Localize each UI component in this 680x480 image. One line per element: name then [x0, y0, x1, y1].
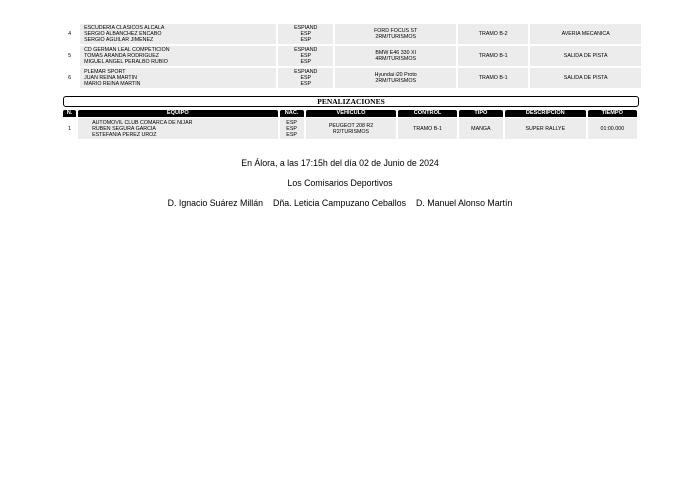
reason: AVERIA MECANICA: [530, 24, 641, 44]
table-row: [61, 68, 641, 88]
col-header-type: TIPO: [459, 110, 503, 117]
col-header-description: DESCRIPCION: [505, 110, 586, 117]
vehicle: [335, 46, 456, 66]
reason: SALIDA DE PISTA: [530, 68, 641, 88]
nat-driver: ESP: [286, 125, 297, 132]
nat-codriver: ESP: [286, 131, 297, 138]
place-date-line: En Álora, a las 17:15h del día 02 de Junio de 2024: [241, 158, 439, 168]
nat-driver: ESP: [300, 75, 312, 81]
penalty-type: MANGA: [459, 118, 503, 139]
vehicle-model: Hyundai i20 Proto: [374, 72, 417, 78]
table-row: [61, 46, 641, 66]
table-row: [63, 118, 637, 139]
nat-codriver: ESP: [300, 59, 312, 65]
vehicle: [335, 24, 456, 44]
driver-name: JUAN REINA MARTIN: [84, 75, 137, 81]
control: TRAMO B-2: [458, 24, 528, 44]
team-crew: [80, 24, 276, 44]
commissioners-heading: Los Comisarios Deportivos: [287, 178, 393, 188]
penalties-table: [61, 109, 639, 140]
team-name: PLEMAR SPORT: [84, 69, 126, 75]
team-crew: [78, 118, 277, 139]
vehicle-model: FORD FOCUS ST: [374, 28, 418, 34]
nationality: [278, 46, 333, 66]
vehicle: [335, 68, 456, 88]
table-row: [61, 24, 641, 44]
col-header-vehicle: VEHICULO: [306, 110, 397, 117]
signer-3: D. Manuel Alonso Martín: [416, 198, 513, 208]
nationality: [280, 118, 304, 139]
control: TRAMO B-1: [458, 68, 528, 88]
nat-team: ESPIAND: [294, 25, 318, 31]
col-header-team: EQUIPO: [78, 110, 277, 117]
penalty-description: SUPER RALLYE: [505, 118, 586, 139]
nat-driver: ESP: [300, 31, 312, 37]
nat-team: ESPIAND: [294, 69, 318, 75]
entry-number: 6: [61, 68, 78, 88]
entry-number: 5: [61, 46, 78, 66]
col-header-num: N.: [63, 110, 76, 117]
driver-name: TOMAS ARANDA RODRIGUEZ: [84, 53, 160, 59]
vehicle-class: R2/TURISMOS: [332, 128, 370, 135]
team-name: ESCUDERIA CLASICOS ALCALA: [84, 25, 165, 31]
vehicle-class: 4RM/TURISMOS: [375, 56, 417, 62]
penalty-number: 1: [63, 118, 76, 139]
penalties-header-row: [63, 110, 637, 117]
nat-codriver: ESP: [300, 37, 312, 43]
reason: SALIDA DE PISTA: [530, 46, 641, 66]
vehicle-model: PEUGEOT 208 R2: [328, 122, 374, 129]
signer-2: Dña. Leticia Campuzano Ceballos: [273, 198, 407, 208]
codriver-name: SERGIO AGUILAR JIMENEZ: [84, 37, 154, 43]
entry-number: 4: [61, 24, 78, 44]
nat-driver: ESP: [300, 53, 312, 59]
driver-name: RUBEN SEGURA GARCIA: [92, 125, 156, 132]
nationality: [278, 24, 333, 44]
penalty-time: 01:00.000: [588, 118, 637, 139]
penalty-control: TRAMO B-1: [398, 118, 456, 139]
col-header-time: TIEMPO: [588, 110, 637, 117]
vehicle-model: BMW E46 330 XI: [375, 50, 417, 56]
vehicle-class: 2RM/TURISMOS: [375, 34, 417, 40]
nationality: [278, 68, 333, 88]
team-name: AUTOMOVIL CLUB COMARCA DE NIJAR: [92, 119, 193, 126]
control: TRAMO B-1: [458, 46, 528, 66]
retirements-table: [59, 22, 643, 90]
team-crew: [80, 68, 276, 88]
nat-codriver: ESP: [300, 81, 312, 87]
codriver-name: MIGUEL ANGEL PERALBO RUBIO: [84, 59, 168, 65]
vehicle-class: 2RM/TURISMOS: [375, 78, 417, 84]
penalties-title: PENALIZACIONES: [63, 96, 639, 107]
codriver-name: ESTEFANIA PEREZ UROZ: [92, 131, 157, 138]
vehicle: [306, 118, 397, 139]
col-header-control: CONTROL: [398, 110, 456, 117]
signers-line: [0, 198, 680, 208]
team-crew: [80, 46, 276, 66]
nat-team: ESPIAND: [294, 47, 318, 53]
driver-name: SERGIO ALBANCHEZ ENCABO: [84, 31, 162, 37]
signer-1: D. Ignacio Suárez Millán: [167, 198, 263, 208]
col-header-nac: NAC.: [280, 110, 304, 117]
team-name: CD GERMAN LEAL COMPETICION: [84, 47, 170, 53]
nat-team: ESP: [286, 119, 297, 126]
codriver-name: MARIO REINA MARTIN: [84, 81, 141, 87]
